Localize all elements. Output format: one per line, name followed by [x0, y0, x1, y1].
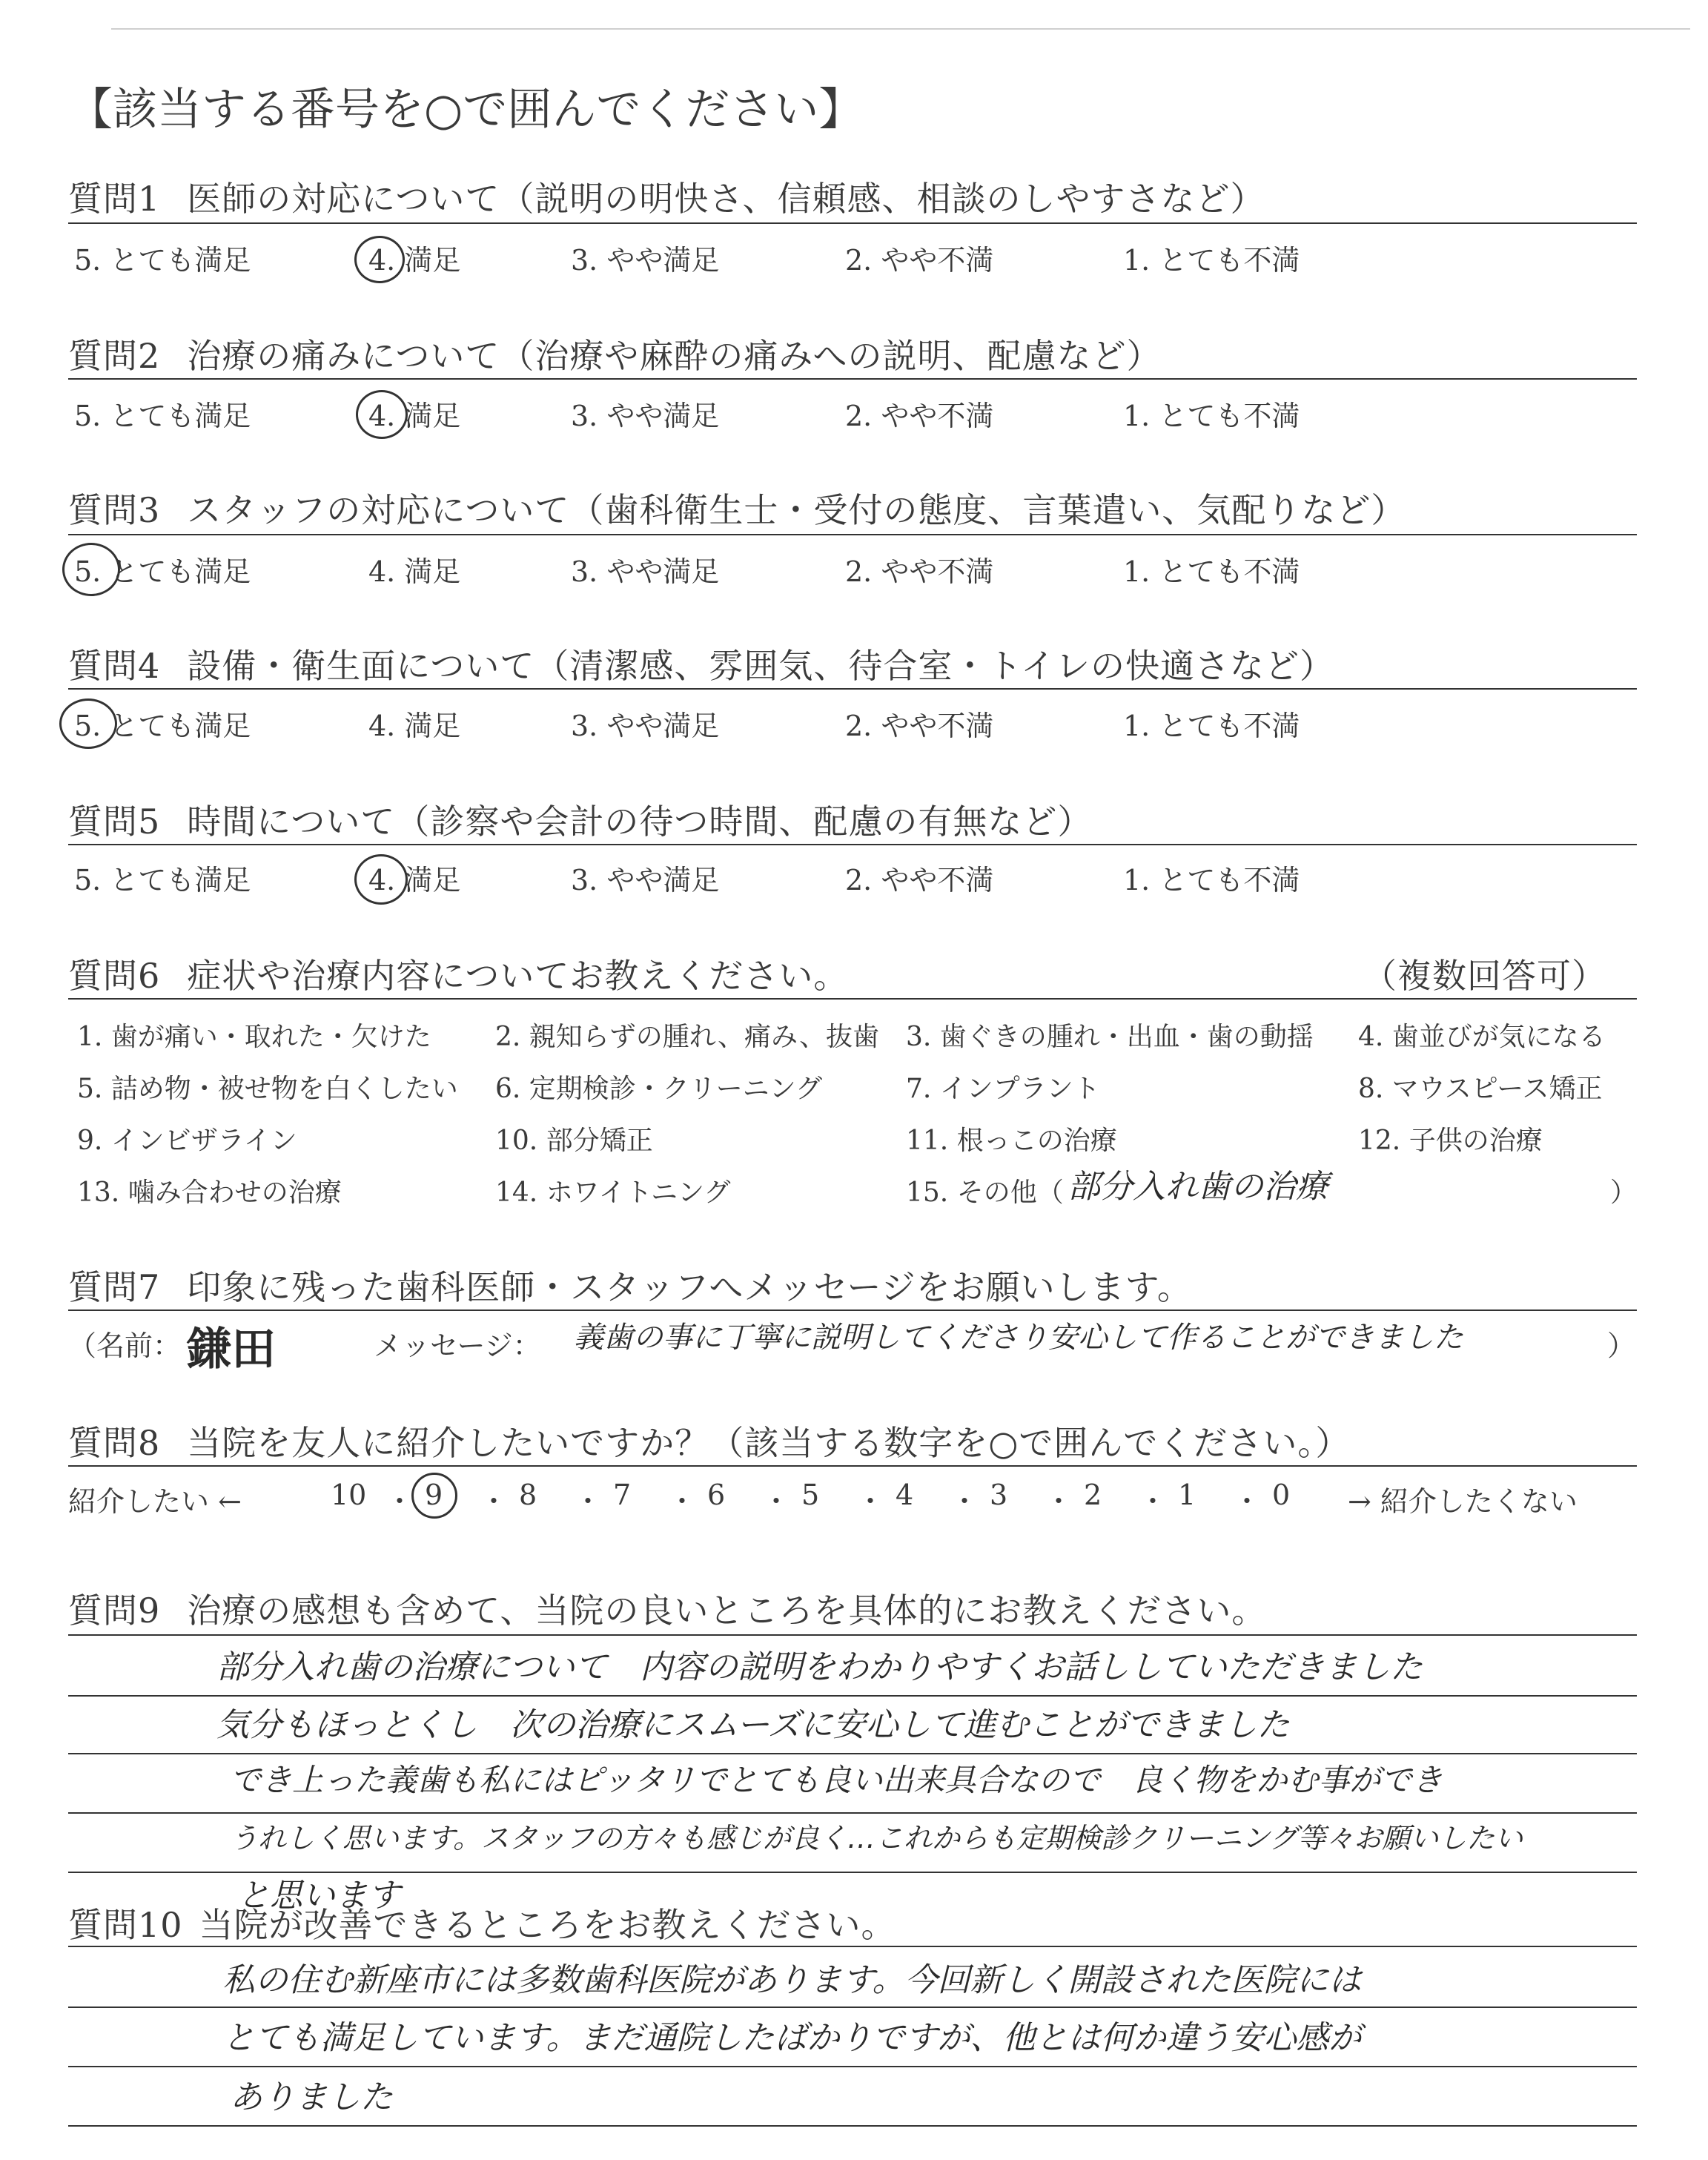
name-value[interactable]: 鎌田	[187, 1324, 276, 1375]
question-text: 時間について（診察や会計の待つ時間、配慮の有無など）	[187, 802, 1093, 842]
scale-number-5[interactable]: 5	[801, 1479, 820, 1511]
selection-circle	[59, 698, 117, 749]
question-number: 質問9	[68, 1591, 161, 1631]
scale-separator: ・	[574, 1485, 603, 1518]
q3-option-1[interactable]: 1. とても不満	[1123, 555, 1300, 588]
q9-answer-line[interactable]: うれしく思います。スタッフの方々も感じが良く…これからも定期検診クリーニング等々お願いしたい	[230, 1822, 1523, 1855]
q6-other-answer[interactable]: 部分入れ歯の治療	[1068, 1168, 1328, 1206]
question-text: 当院を友人に紹介したいですか？（該当する数字を○で囲んでください。）	[187, 1423, 1351, 1463]
question-text: 設備・衛生面について（清潔感、雰囲気、待合室・トイレの快適さなど）	[187, 646, 1335, 686]
q10-answer-line[interactable]: ありました	[230, 2078, 393, 2116]
q6-item-3[interactable]: 3. 歯ぐきの腫れ・出血・歯の動揺	[906, 1022, 1314, 1052]
selection-circle	[411, 1473, 457, 1519]
question-number: 質問8	[68, 1423, 161, 1463]
question-number: 質問3	[68, 490, 161, 530]
q3-option-4[interactable]: 4. 満足	[368, 555, 461, 588]
scale-number-10[interactable]: 10	[331, 1479, 367, 1511]
scale-number-3[interactable]: 3	[990, 1479, 1008, 1511]
message-label: メッセージ：	[374, 1330, 541, 1362]
question-text: 印象に残った歯科医師・スタッフへメッセージをお願いします。	[187, 1267, 1192, 1307]
divider	[68, 998, 1637, 1000]
q6-item-5[interactable]: 5. 詰め物・被せ物を白くしたい	[77, 1074, 458, 1104]
question-3-title	[68, 483, 1406, 532]
question-8-title	[68, 1416, 1350, 1465]
q1-option-3[interactable]: 3. やや満足	[571, 244, 720, 277]
question-text: 当院が改善できるところをお教えください。	[199, 1905, 896, 1945]
question-text: 治療の感想も含めて、当院の良いところを具体的にお教えください。	[187, 1591, 1267, 1631]
scale-separator: ・	[1233, 1485, 1262, 1518]
q2-option-4[interactable]: 4. 満足	[368, 400, 461, 432]
divider	[68, 2066, 1637, 2067]
selection-circle	[354, 236, 405, 283]
q5-option-1[interactable]: 1. とても不満	[1123, 864, 1300, 896]
message-value[interactable]: 義歯の事に丁寧に説明してくださり安心して作ることができました	[574, 1321, 1463, 1355]
question-text: 医師の対応について（説明の明快さ、信頼感、相談のしやすさなど）	[187, 179, 1265, 219]
q6-item-9[interactable]: 9. インビザライン	[77, 1126, 297, 1156]
q6-item-12[interactable]: 12. 子供の治療	[1358, 1126, 1543, 1156]
q5-option-3[interactable]: 3. やや満足	[571, 864, 720, 896]
divider	[68, 1309, 1637, 1311]
scale-separator: ・	[385, 1485, 414, 1518]
multiple-answers-note: （複数回答可）	[1363, 956, 1606, 996]
recommend-right-label: → 紹介したくない	[1348, 1485, 1578, 1518]
scale-separator: ・	[668, 1485, 697, 1518]
q10-answer-line[interactable]: とても満足しています。まだ通院したばかりですが、他とは何か違う安心感が	[222, 2019, 1362, 2057]
scale-number-6[interactable]: 6	[707, 1479, 726, 1511]
q9-answer-line[interactable]: 部分入れ歯の治療について 内容の説明をわかりやすくお話ししていただきました	[216, 1648, 1423, 1686]
page-title: 【該当する番号を○で囲んでください】	[68, 84, 864, 136]
scale-separator: ・	[480, 1485, 509, 1518]
divider	[68, 1695, 1637, 1697]
question-4-title	[68, 639, 1334, 688]
question-number: 質問6	[68, 956, 161, 996]
divider	[68, 1465, 1637, 1467]
q6-item-15-close: ）	[1610, 1178, 1638, 1208]
q10-answer-line[interactable]: 私の住む新座市には多数歯科医院があります。今回新しく開設された医院には	[222, 1961, 1362, 1999]
scale-number-8[interactable]: 8	[519, 1479, 537, 1511]
scale-number-9[interactable]: 9	[425, 1479, 443, 1511]
scale-separator: ・	[856, 1485, 885, 1518]
question-2-title	[68, 329, 1161, 378]
q1-option-5[interactable]: 5. とても満足	[74, 244, 251, 277]
q6-item-11[interactable]: 11. 根っこの治療	[906, 1126, 1117, 1156]
q6-item-14[interactable]: 14. ホワイトニング	[495, 1178, 731, 1208]
scale-number-0[interactable]: 0	[1272, 1479, 1291, 1511]
recommend-left-label: 紹介したい ←	[68, 1485, 242, 1518]
q3-option-5[interactable]: 5. とても満足	[74, 555, 251, 588]
q5-option-4[interactable]: 4. 満足	[368, 864, 461, 896]
q3-option-2[interactable]: 2. やや不満	[845, 555, 994, 588]
selection-circle	[356, 390, 408, 439]
q1-option-4[interactable]: 4. 満足	[368, 244, 461, 277]
q4-option-2[interactable]: 2. やや不満	[845, 710, 994, 742]
question-text: 症状や治療内容についてお教えください。	[187, 956, 849, 996]
divider	[68, 688, 1637, 690]
q6-item-6[interactable]: 6. 定期検診・クリーニング	[495, 1074, 823, 1104]
q1-option-1[interactable]: 1. とても不満	[1123, 244, 1300, 277]
divider	[68, 2007, 1637, 2008]
q6-item-8[interactable]: 8. マウスピース矯正	[1358, 1074, 1603, 1104]
q9-answer-line[interactable]: でき上った義歯も私にはピッタリでとても良い出来具合なので 良く物をかむ事ができ	[230, 1762, 1443, 1798]
divider	[68, 1634, 1637, 1636]
q6-item-7[interactable]: 7. インプラント	[906, 1074, 1100, 1104]
q1-option-2[interactable]: 2. やや不満	[845, 244, 994, 277]
q4-option-4[interactable]: 4. 満足	[368, 710, 461, 742]
scale-separator: ・	[1045, 1485, 1073, 1518]
scale-separator: ・	[762, 1485, 791, 1518]
question-number: 質問10	[68, 1905, 183, 1945]
q2-option-3[interactable]: 3. やや満足	[571, 400, 720, 432]
scale-number-2[interactable]: 2	[1084, 1479, 1102, 1511]
divider	[68, 844, 1637, 845]
question-number: 質問4	[68, 646, 161, 686]
q4-option-1[interactable]: 1. とても不満	[1123, 710, 1300, 742]
scale-separator: ・	[950, 1485, 979, 1518]
divider	[68, 2125, 1637, 2127]
q2-option-1[interactable]: 1. とても不満	[1123, 400, 1300, 432]
name-label: （名前：	[68, 1330, 182, 1362]
divider	[68, 378, 1637, 380]
q9-answer-line[interactable]: と思います	[237, 1877, 400, 1915]
selection-circle	[62, 543, 120, 596]
question-text: スタッフの対応について（歯科衛生士・受付の態度、言葉遣い、気配りなど）	[187, 490, 1406, 530]
q6-item-15[interactable]: 15. その他（	[906, 1178, 1064, 1208]
q2-option-2[interactable]: 2. やや不満	[845, 400, 994, 432]
question-9-title	[68, 1584, 1266, 1633]
question-1-title	[68, 172, 1265, 221]
question-number: 質問5	[68, 802, 161, 842]
q6-item-2[interactable]: 2. 親知らずの腫れ、痛み、抜歯	[495, 1022, 880, 1052]
question-7-title	[68, 1261, 1192, 1309]
question-number: 質問7	[68, 1267, 161, 1307]
q6-item-4[interactable]: 4. 歯並びが気になる	[1358, 1022, 1606, 1052]
q6-item-13[interactable]: 13. 噛み合わせの治療	[77, 1178, 342, 1208]
question-number: 質問2	[68, 336, 161, 376]
top-border	[111, 28, 1690, 30]
divider	[68, 1946, 1637, 1947]
question-10-title	[68, 1898, 896, 1947]
scale-number-4[interactable]: 4	[896, 1479, 914, 1511]
message-close: ）	[1607, 1330, 1636, 1362]
question-text: 治療の痛みについて（治療や麻酔の痛みへの説明、配慮など）	[187, 336, 1162, 376]
divider	[68, 222, 1637, 224]
q6-item-10[interactable]: 10. 部分矯正	[495, 1126, 653, 1156]
q3-option-3[interactable]: 3. やや満足	[571, 555, 720, 588]
scale-number-1[interactable]: 1	[1178, 1479, 1196, 1511]
q5-option-5[interactable]: 5. とても満足	[74, 864, 251, 896]
q4-option-5[interactable]: 5. とても満足	[74, 710, 251, 742]
scale-number-7[interactable]: 7	[613, 1479, 632, 1511]
divider	[68, 1753, 1637, 1754]
question-5-title	[68, 795, 1092, 844]
q5-option-2[interactable]: 2. やや不満	[845, 864, 994, 896]
scale-separator: ・	[1139, 1485, 1168, 1518]
q2-option-5[interactable]: 5. とても満足	[74, 400, 251, 432]
q4-option-3[interactable]: 3. やや満足	[571, 710, 720, 742]
question-6-title	[68, 949, 848, 998]
divider	[68, 534, 1637, 535]
divider	[68, 1812, 1637, 1814]
q6-item-1[interactable]: 1. 歯が痛い・取れた・欠けた	[77, 1022, 431, 1052]
question-number: 質問1	[68, 179, 161, 219]
q9-answer-line[interactable]: 気分もほっとくし 次の治療にスムーズに安心して進むことができました	[216, 1706, 1290, 1744]
selection-circle	[354, 854, 408, 905]
